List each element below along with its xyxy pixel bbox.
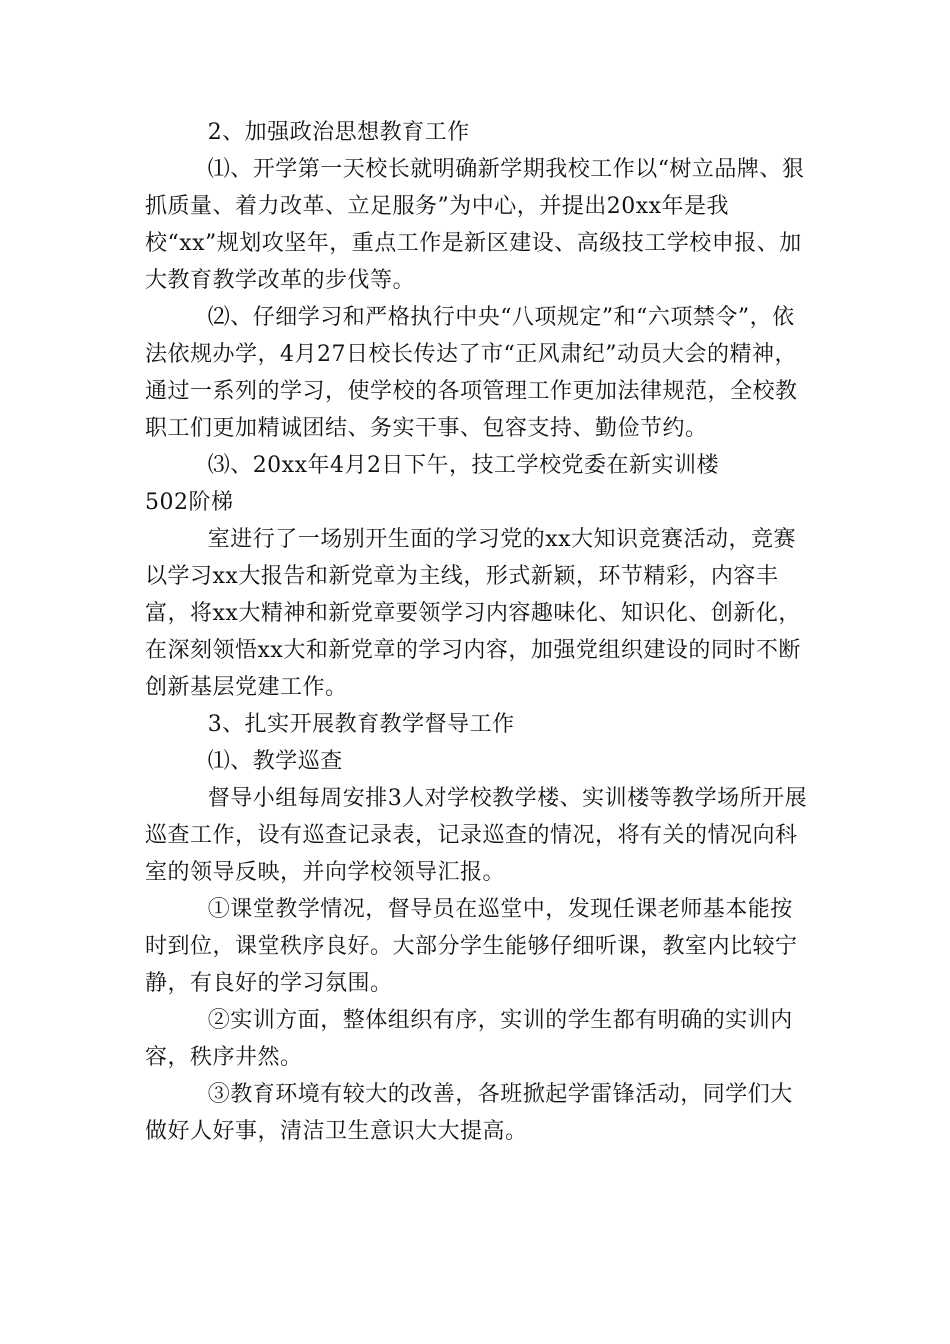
paragraph-inspection-details: 督导小组每周安排3人对学校教学楼、实训楼等教学场所开展巡查工作，设有巡查记录表，记录巡查的情况，将有关的情况向科室的领导反映，并向学校领导汇报。 — [145, 786, 808, 885]
section-heading-teaching-supervision: 3、扎实开展教育教学督导工作 — [207, 712, 515, 737]
paragraph-room-number: 502阶梯 — [145, 490, 234, 515]
paragraph-item-3-competition-date: ⑶、20xx年4月2日下午，技工学校党委在新实训楼 — [207, 453, 719, 478]
subheading-teaching-inspection: ⑴、教学巡查 — [207, 749, 343, 774]
paragraph-practical-training: ②实训方面，整体组织有序，实训的学生都有明确的实训内容，秩序井然。 — [145, 1008, 793, 1070]
paragraph-competition-details: 室进行了一场别开生面的学习党的xx大知识竞赛活动，竞赛以学习xx大报告和新党章为主线，形式新颖，环节精彩，内容丰富，将xx大精神和新党章要领学习内容趣味化、知识化、创新化，在深刻领悟xx大和新党章的学习内容，加强党组织建设的同时不断创新基层党建工作。 — [145, 527, 801, 700]
document-page — [145, 114, 810, 1150]
section-heading-political-education: 2、加强政治思想教育工作 — [207, 120, 470, 145]
paragraph-education-environment: ③教育环境有较大的改善，各班掀起学雷锋活动，同学们大做好人好事，清洁卫生意识大大提高。 — [145, 1082, 793, 1144]
paragraph-classroom-teaching: ①课堂教学情况，督导员在巡堂中，发现任课老师基本能按时到位，课堂秩序良好。大部分学生能够仔细听课，教室内比较宁静，有良好的学习氛围。 — [145, 897, 798, 996]
paragraph-item-1-school-work: ⑴、开学第一天校长就明确新学期我校工作以“树立品牌、狠抓质量、着力改革、立足服务”为中心，并提出20xx年是我校“xx”规划攻坚年，重点工作是新区建设、高级技工学校申报、加大教育教学改革的步伐等。 — [145, 157, 805, 293]
paragraph-item-2-regulations: ⑵、仔细学习和严格执行中央“八项规定”和“六项禁令”，依法依规办学，4月27日校长传达了市“正风肃纪”动员大会的精神，通过一系列的学习，使学校的各项管理工作更加法律规范，全校教职工们更加精诚团结、务实干事、包容支持、勤俭节约。 — [145, 305, 798, 441]
